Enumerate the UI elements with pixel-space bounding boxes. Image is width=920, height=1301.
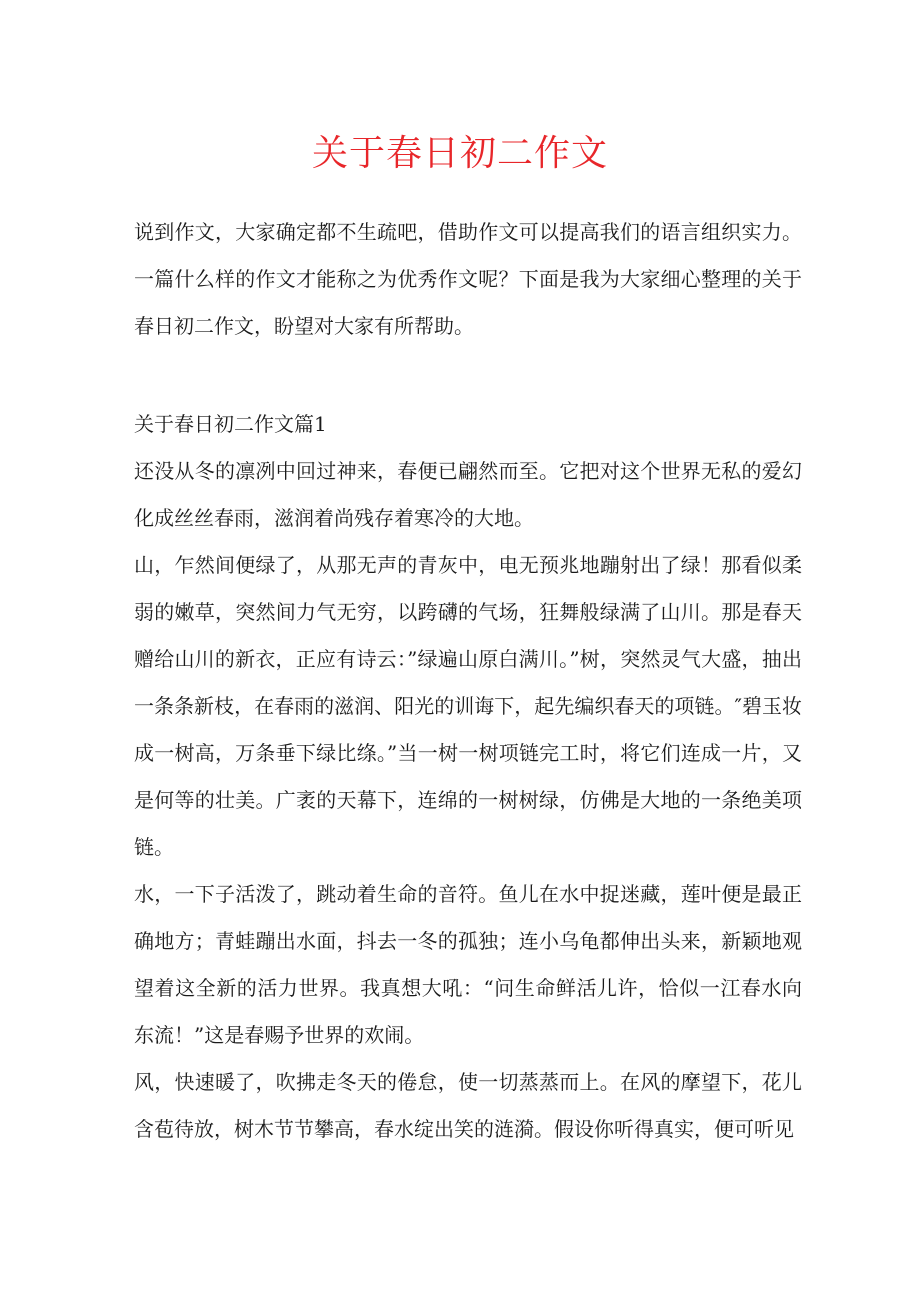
paragraph-spring: 还没从冬的凛冽中回过神来，春便已翩然而至。它把对这个世界无私的爱幻化成丝丝春雨，滋润着尚残存着寒冷的大地。 [134,459,802,530]
paragraph-water: 水，一下子活泼了，跳动着生命的音符。鱼儿在水中捉迷藏，莲叶便是最正确地方；青蛙蹦出水面，抖去一冬的孤独；连小乌龟都伸出头来，新颖地观望着这全新的活力世界。我真想大吼：“问生命鲜活儿许，恰似一江春水向东流！”这是春赐予世界的欢闹。 [134,882,802,1047]
document-title: 关于春日初二作文 [311,133,608,174]
paragraph-wind: 风，快速暖了，吹拂走冬天的倦怠，使一切蒸蒸而上。在风的摩望下，花儿含苞待放，树木节节攀高，春水绽出笑的涟漪。假设你听得真实，便可听见 [134,1070,802,1141]
intro-paragraph: 说到作文，大家确定都不生疏吧，借助作文可以提高我们的语言组织实力。一篇什么样的作文才能称之为优秀作文呢？下面是我为大家细心整理的关于春日初二作文，盼望对大家有所帮助。 [134,220,802,338]
section-heading: 关于春日初二作文篇1 [134,412,327,436]
essay-section [134,401,802,1153]
paragraph-mountain: 山，乍然间便绿了，从那无声的青灰中，电无预兆地蹦射出了绿！那看似柔弱的嫩草，突然间力气无穷，以跨礴的气场，狂舞般绿满了山川。那是春天赠给山川的新衣，正应有诗云：”绿遍山原白满川。”树，突然灵气大盛，抽出一条条新枝，在春雨的滋润、阳光的训诲下，起先编织春天的项链。″碧玉妆成一树高，万条垂下绿比绦。”当一树一树项链完工时，将它们连成一片，又是何等的壮美。广袤的天幕下，连绵的一树树绿，仿佛是大地的一条绝美项链。 [134,553,802,859]
